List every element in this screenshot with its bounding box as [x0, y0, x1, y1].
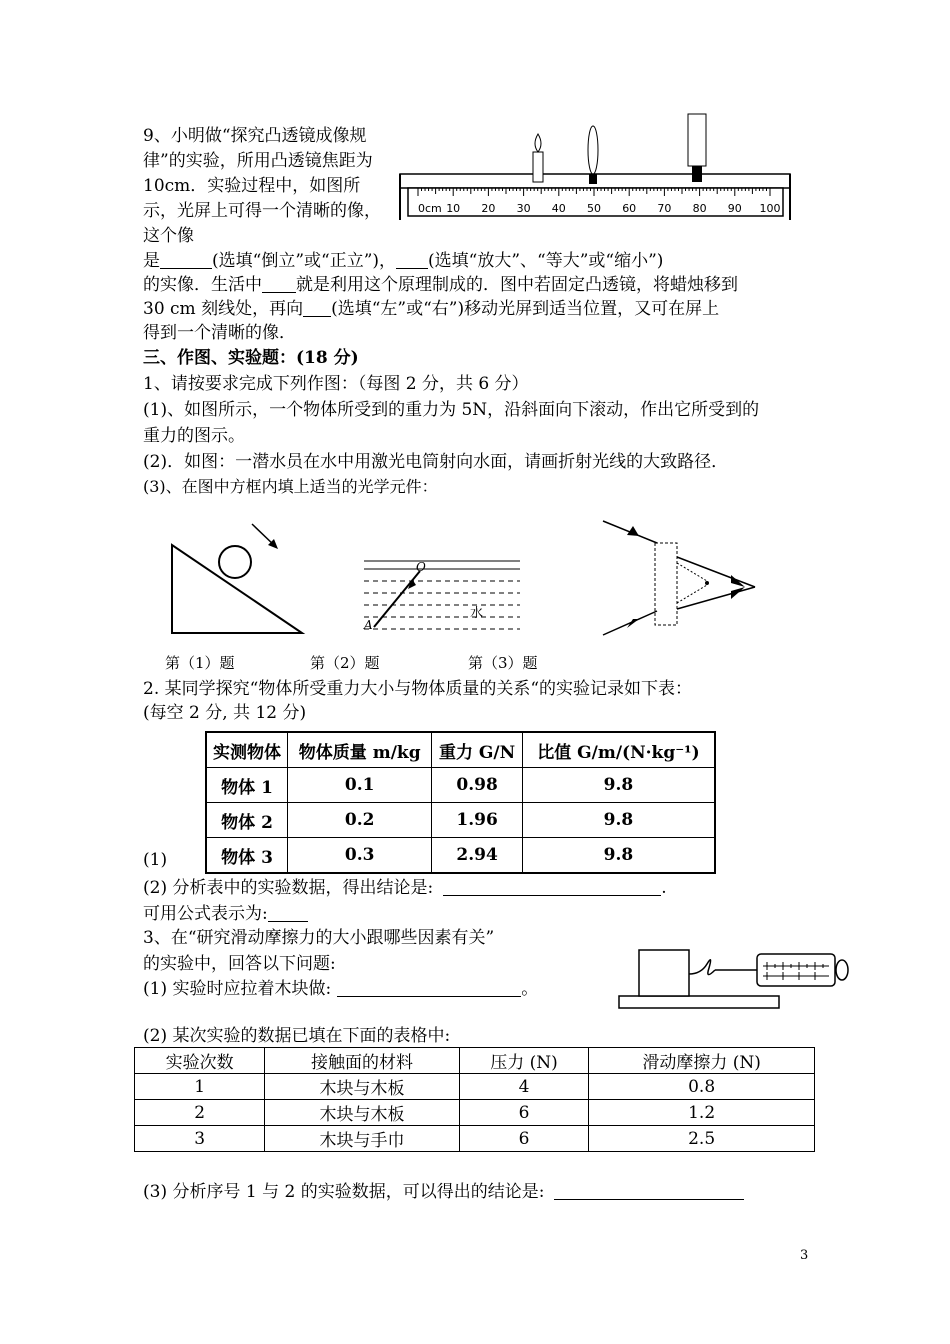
q3-head1: 3、在“研究滑动摩擦力的大小跟哪些因素有关”	[143, 928, 495, 948]
answer-blank-formula[interactable]	[268, 903, 308, 922]
optical-bench-figure	[398, 108, 794, 228]
table-cell: 9.8	[522, 838, 715, 874]
answer-blank-3[interactable]	[262, 274, 296, 293]
table-cell: 6	[459, 1126, 588, 1152]
q1-1a: (1)、如图所示，一个物体所受到的重力为 5N，沿斜面向下滚动，作出它所受到的	[143, 400, 760, 420]
table-cell: 4	[459, 1074, 588, 1100]
answer-blank-conclusion[interactable]	[443, 877, 661, 896]
table-cell: 0.3	[288, 838, 432, 874]
q1-2: (2)．如图：一潜水员在水中用激光电筒射向水面，请画折射光线的大致路径．	[143, 452, 729, 472]
table-row	[206, 768, 715, 803]
section3-title: 三、作图、实验题：(18 分)	[143, 348, 359, 368]
table-header-row	[135, 1048, 815, 1074]
ruler-label: 70	[657, 202, 672, 215]
q9-l2-b: 就是利用这个原理制成的．图中若固定凸透镜，将蜡烛移到	[296, 275, 738, 295]
table-cell: 物体 1	[206, 768, 288, 803]
q2-formula: 可用公式表示为:	[143, 904, 268, 924]
q9-l1-c: (选填“放大”、“等大”或“缩小”)	[428, 251, 664, 271]
table-cell: 1.96	[432, 803, 523, 838]
table-cell: 0.2	[288, 803, 432, 838]
table-cell: 0.1	[288, 768, 432, 803]
ruler-label: 20	[481, 202, 496, 215]
table-header: 压力 (N)	[459, 1048, 588, 1074]
table-cell: 物体 2	[206, 803, 288, 838]
table-header: 实验次数	[135, 1048, 265, 1074]
ruler-label: 100	[759, 202, 781, 215]
friction-table	[134, 1047, 815, 1152]
q1-1b: 重力的图示。	[143, 426, 245, 446]
table-header: 物体质量 m/kg	[288, 732, 432, 768]
q2-head: 2. 某同学探究“物体所受重力大小与物体质量的关系“的实验记录如下表：	[143, 679, 693, 699]
water-refraction-figure	[360, 555, 525, 635]
q3-p1: (1) 实验时应拉着木块做:	[143, 979, 332, 999]
ruler-label: 10	[446, 202, 461, 215]
ball-icon	[219, 546, 251, 578]
table-cell: 2	[135, 1100, 265, 1126]
q1-head: 1、请按要求完成下列作图：（每图 2 分，共 6 分）	[143, 374, 529, 394]
q1-3: (3)、在图中方框内填上适当的光学元件：	[143, 477, 438, 496]
answer-blank-motion[interactable]	[337, 978, 521, 997]
table-cell: 9.8	[522, 768, 715, 803]
ruler-label: 30	[516, 202, 531, 215]
table-row	[135, 1074, 815, 1100]
water-label: 水	[470, 606, 484, 621]
ruler-label: 50	[587, 202, 601, 215]
page-number: 3	[800, 1248, 809, 1263]
laser-ray	[374, 571, 420, 627]
table-cell: 木块与木板	[265, 1100, 460, 1126]
table-header: 实测物体	[206, 732, 288, 768]
optical-box-figure	[595, 515, 770, 640]
ruler-label: 90	[727, 202, 742, 215]
q9-l3-a: 30 cm 刻线处，再向	[143, 299, 304, 319]
caption-2: 第（2）题	[310, 654, 380, 672]
table-cell: 1.2	[589, 1100, 815, 1126]
table-row	[206, 803, 715, 838]
table-row	[206, 838, 715, 874]
incline-figure	[160, 510, 310, 640]
ruler-label: 40	[551, 202, 566, 215]
table-row	[135, 1126, 815, 1152]
point-o-label: O	[416, 560, 426, 574]
answer-blank-2[interactable]	[396, 250, 428, 269]
table-cell: 6	[459, 1100, 588, 1126]
empty-element-box[interactable]	[655, 543, 677, 625]
caption-1: 第（1）题	[165, 654, 235, 672]
friction-apparatus-figure	[617, 940, 852, 1010]
table-header: 接触面的材料	[265, 1048, 460, 1074]
q3-head2: 的实验中，回答以下问题:	[143, 954, 336, 974]
light-screen-icon	[688, 114, 706, 182]
q9-l1-a: 是	[143, 251, 160, 271]
table-row	[135, 1100, 815, 1126]
table-cell: 木块与木板	[265, 1074, 460, 1100]
caption-3: 第（3）题	[468, 654, 538, 672]
gravity-table	[205, 731, 716, 874]
ruler-label: 60	[622, 202, 637, 215]
wood-block-icon	[639, 950, 689, 996]
spring-scale-icon	[757, 954, 848, 986]
ruler-label: 0cm	[418, 202, 442, 215]
table-cell: 1	[135, 1074, 265, 1100]
table-cell: 2.94	[432, 838, 523, 874]
candle-icon	[533, 134, 543, 182]
table-cell: 2.5	[589, 1126, 815, 1152]
q9-l2-a: 的实像．生活中	[143, 275, 262, 295]
table-header-row	[206, 732, 715, 768]
table-cell: 物体 3	[206, 838, 288, 874]
convex-lens-icon	[588, 126, 598, 184]
q2-p1: (1)	[143, 850, 168, 870]
q2-p2-end: .	[661, 878, 667, 898]
table-cell: 木块与手巾	[265, 1126, 460, 1152]
q9-l4: 得到一个清晰的像．	[143, 323, 296, 343]
table-cell: 9.8	[522, 803, 715, 838]
q3-p3: (3) 分析序号 1 与 2 的实验数据，可以得出的结论是:	[143, 1182, 545, 1202]
q3-p2: (2) 某次实验的数据已填在下面的表格中:	[143, 1026, 451, 1046]
point-a-label: A	[364, 618, 373, 632]
q9-l3-b: (选填“左”或“右”)移动光屏到适当位置，又可在屏上	[331, 299, 720, 319]
answer-blank-friction[interactable]	[554, 1181, 744, 1200]
table-cell: 3	[135, 1126, 265, 1152]
q9-intro: 9、小明做“探究凸透镜成像规律”的实验，所用凸透镜焦距为10cm．实验过程中，如图所示，光屏上可得一个清晰的像，这个像	[143, 126, 381, 246]
answer-blank-4[interactable]	[303, 298, 331, 317]
q3-p1-end: 。	[521, 979, 539, 999]
table-header: 滑动摩擦力 (N)	[589, 1048, 815, 1074]
table-header: 重力 G/N	[432, 732, 523, 768]
q9-l1-b: (选填“倒立”或“正立”)，	[212, 251, 397, 271]
answer-blank-1[interactable]	[160, 250, 212, 269]
table-header: 比值 G/m/(N·kg⁻¹)	[522, 732, 715, 768]
q2-p2: (2) 分析表中的实验数据，得出结论是:	[143, 878, 434, 898]
q2-score: (每空 2 分, 共 12 分)	[143, 703, 307, 723]
ruler-label: 80	[692, 202, 707, 215]
table-cell: 0.8	[589, 1074, 815, 1100]
table-cell: 0.98	[432, 768, 523, 803]
